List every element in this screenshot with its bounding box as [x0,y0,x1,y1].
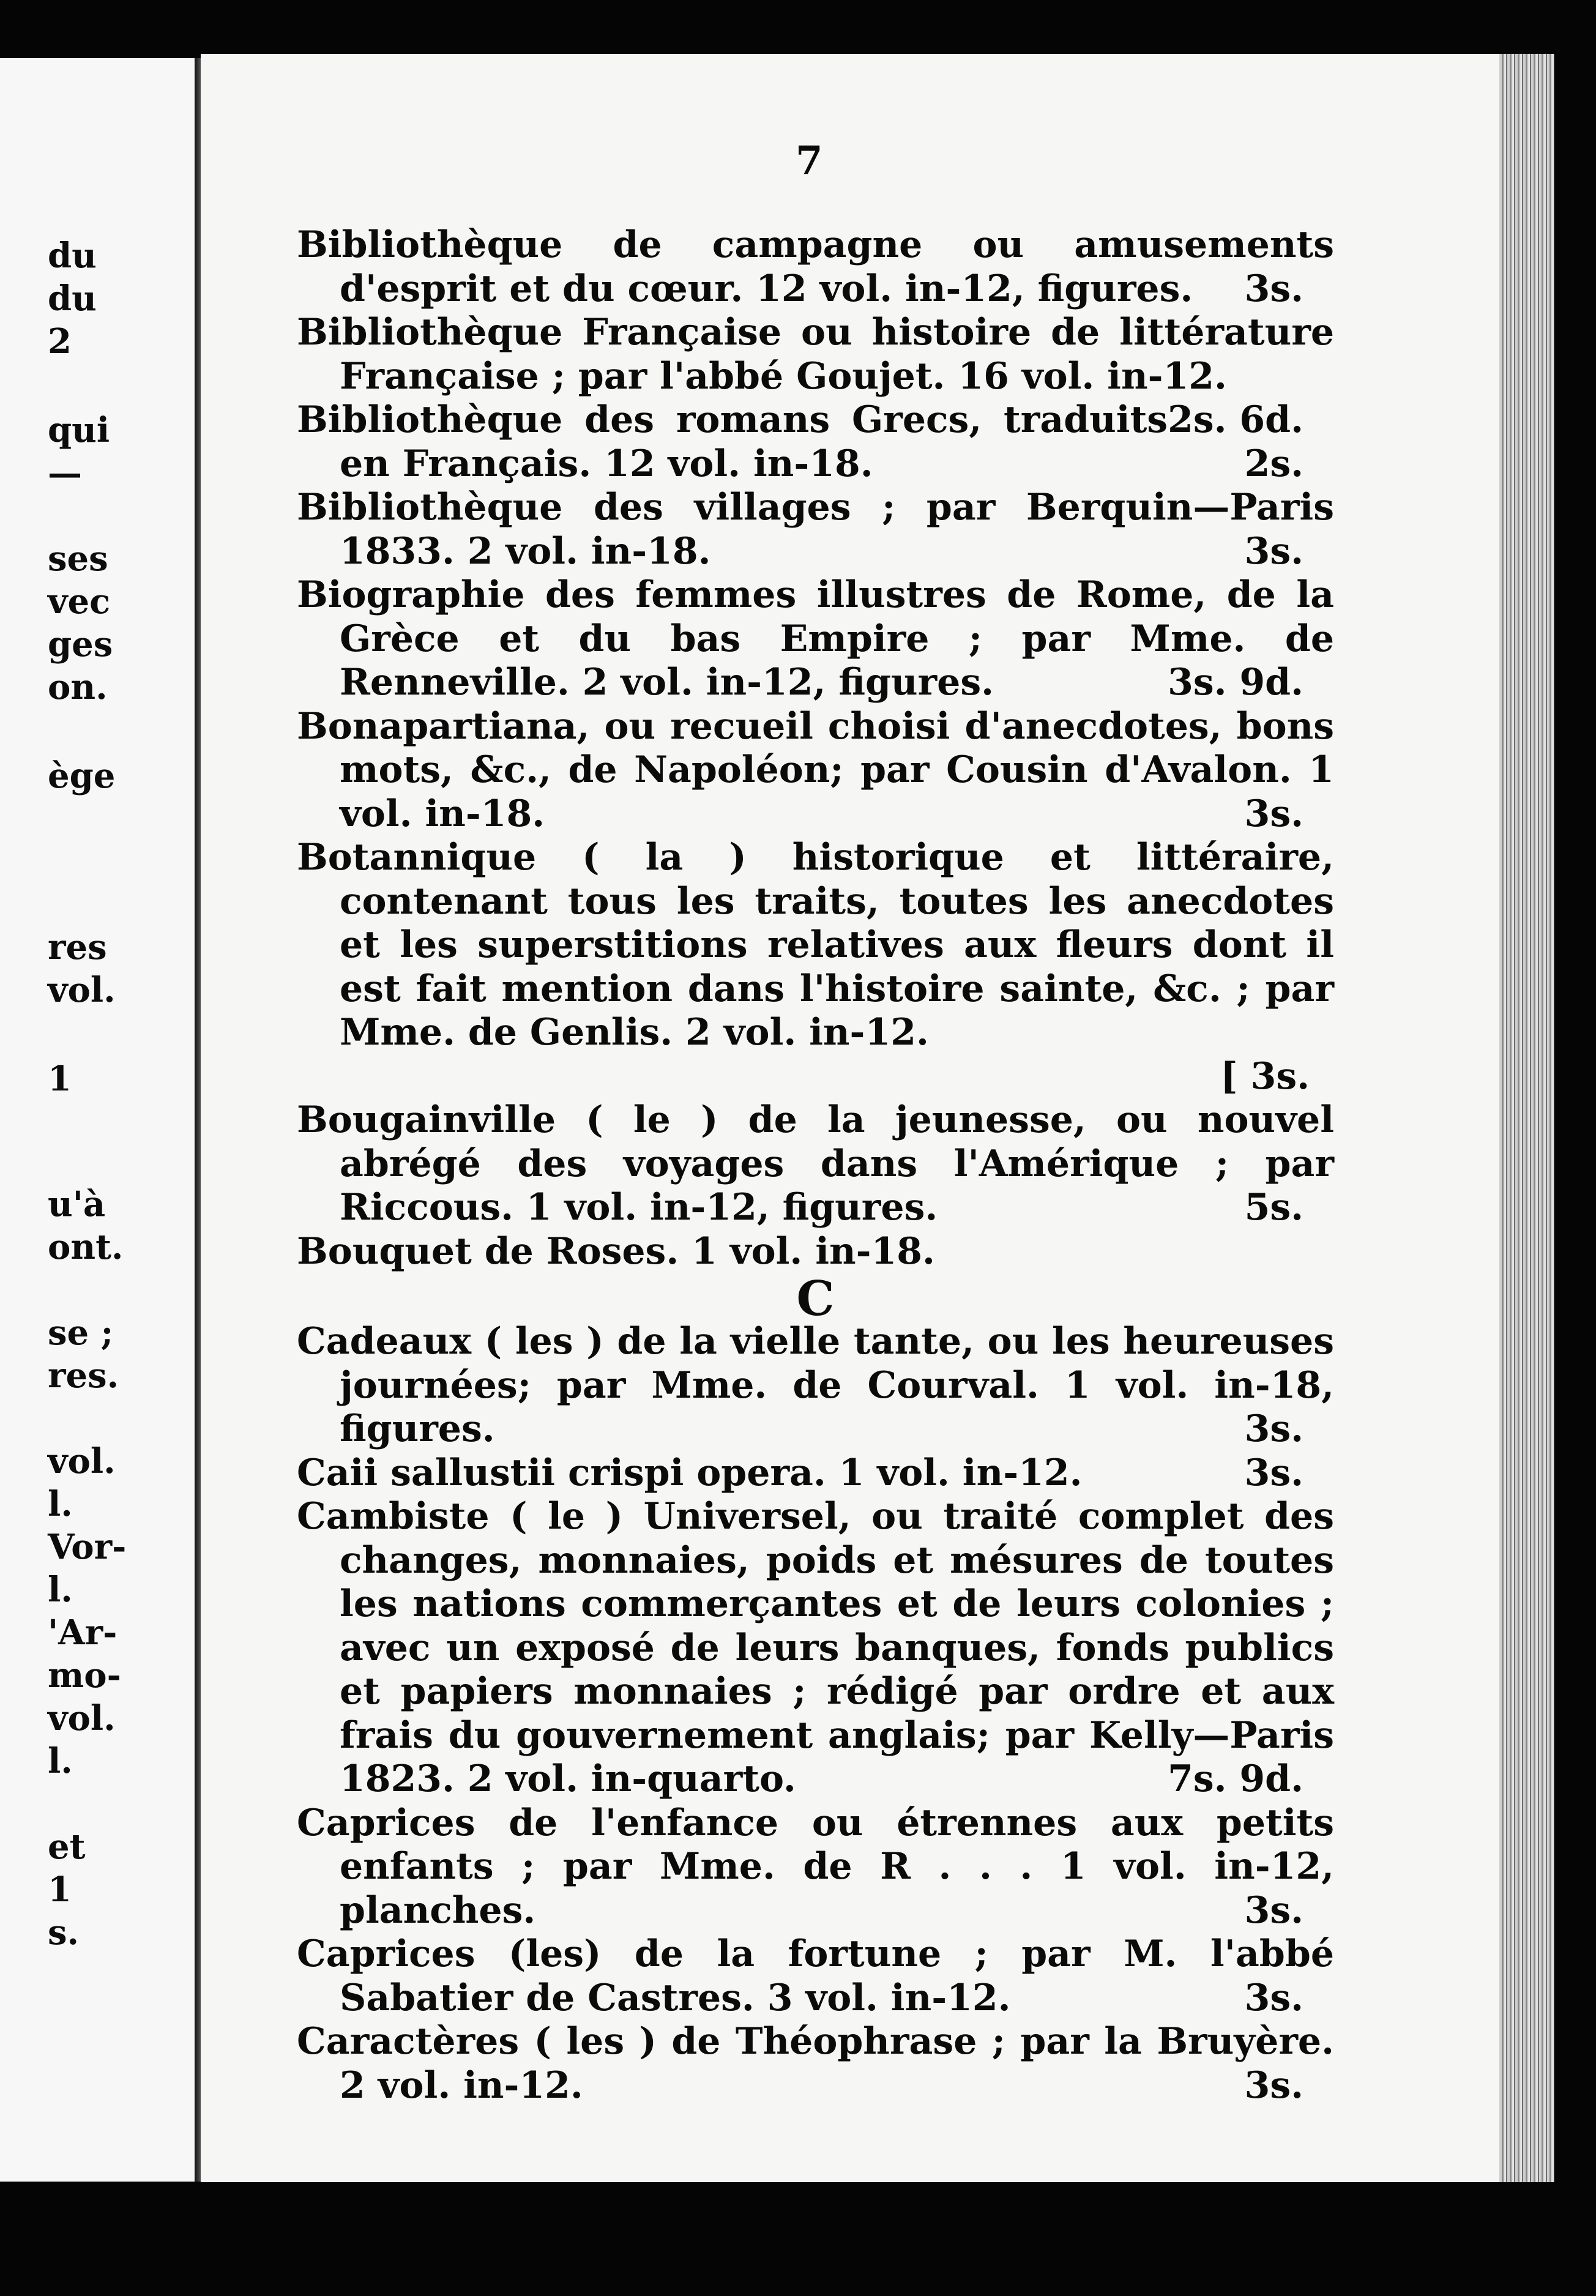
entry-price: 3s. 9d. [1168,661,1303,704]
book-gutter [195,58,201,2182]
entry-price: 3s. [1244,1976,1303,2019]
fragment: vol. [48,1441,116,1482]
entry-text: Bonapartiana, ou recueil choisi d'anecdotes, bons mots, &c., de Napoléon; par Cousin d'Avalon. 1 vol. in-18. [297,704,1334,835]
entry-text: Bibliothèque de campagne ou amusements d'esprit et du cœur. 12 vol. in-12, figures. [297,223,1334,310]
entry-price: 3s. [1244,792,1303,835]
entry-text: Bouquet de Roses. 1 vol. in-18. [297,1229,935,1273]
entry-price: 3s. [1244,1451,1303,1494]
catalogue-entry [297,1933,1334,2020]
catalogue-entry [297,311,1334,441]
fragment: vec [48,581,111,622]
entry-price: 3s. [1244,267,1303,310]
catalogue-entry [297,1320,1334,1452]
fragment: on. [48,667,108,707]
entry-price-line [297,1055,1334,1099]
fragment: ses [48,539,108,579]
fragment: ège [48,756,116,796]
fragment: 'Ar- [48,1612,117,1653]
catalogue-entry [297,836,1334,1055]
entry-text: Cambiste ( le ) Universel, ou traité complet des changes, monnaies, poids et mésures de toutes les nations commerçantes et de leurs colonies ; avec un exposé de leurs banques, fonds publics et papiers monnaies ; rédigé par ordre et aux frais du gouvernement anglais; par Kelly—Paris 1823. 2 vol. in-quarto. [297,1495,1334,1800]
fragment: Vor- [48,1527,127,1567]
catalogue-entry [297,705,1334,837]
entry-text: Caprices (les) de la fortune ; par M. l'abbé Sabatier de Castres. 3 vol. in-12. [297,1933,1334,2019]
fragment: ont. [48,1227,124,1267]
entry-text: Bibliothèque des villages ; par Berquin—Paris 1833. 2 vol. in-18. [297,486,1334,573]
entry-price: [ 3s. [1220,1054,1310,1098]
entry-price: 3s. [1244,529,1303,573]
catalogue-entry [297,2020,1334,2108]
fragment: res [48,927,107,967]
entry-text: Bibliothèque des romans Grecs, traduits en Français. 12 vol. in-18. [297,398,1168,485]
catalogue-entry [297,1495,1334,1802]
entry-price: 2s. [1244,442,1303,485]
fragment: du [48,236,97,276]
fragment: et [48,1827,86,1867]
facing-page-fragments [0,58,195,2182]
catalogue-entry [297,1098,1334,1230]
section-letter: C [796,1271,835,1327]
facing-page-left [0,58,198,2182]
entry-text: Caii sallustii crispi opera. 1 vol. in-12. [297,1451,1083,1494]
entry-price: 2s. 6d. [1168,398,1303,441]
entry-price: 3s. [1244,1407,1303,1450]
entry-price: 3s. [1244,2063,1303,2107]
entry-price: 7s. 9d. [1168,1757,1303,1800]
fragment: l. [48,1741,73,1781]
entry-text: Biographie des femmes illustres de Rome, de la Grèce et du bas Empire ; par Mme. de Renneville. 2 vol. in-12, figures. [297,573,1334,704]
catalogue-entry [297,1802,1334,1933]
entry-price: 5s. [1244,1186,1303,1229]
fragment: 1 [48,1059,72,1099]
page-number: 7 [796,138,823,184]
fragment: mo- [48,1655,121,1696]
entry-text: Cadeaux ( les ) de la vielle tante, ou les heureuses journées; par Mme. de Courval. 1 vol. in-18, figures. [297,1320,1334,1450]
entry-text: Caractères ( les ) de Théophrase ; par la Bruyère. 2 vol. in-12. [297,2020,1334,2107]
fragment: qui [48,410,110,450]
fragment: ges [48,624,113,665]
fragment: l. [48,1570,73,1610]
fragment: res. [48,1355,119,1396]
entry-text: Botannique ( la ) historique et littéraire, contenant tous les traits, toutes les anecdotes et les superstitions relatives aux fleurs dont il est fait mention dans l'histoire sainte, &c. ; par Mme. de Genlis. 2 vol. in-12. [297,836,1334,1054]
fragment: se ; [48,1313,114,1353]
fragment: vol. [48,970,116,1010]
fragment: — [48,453,82,493]
catalogue-entry [297,223,1334,311]
entry-text: Caprices de l'enfance ou étrennes aux petits enfants ; par Mme. de R . . . 1 vol. in-12, planches. [297,1801,1334,1932]
fragment: 2 [48,321,72,362]
fragment: vol. [48,1698,116,1739]
page-edge [1499,54,1554,2182]
fragment: du [48,278,97,319]
entry-text: Bougainville ( le ) de la jeunesse, ou nouvel abrégé des voyages dans l'Amérique ; par Riccous. 1 vol. in-12, figures. [297,1098,1334,1229]
entry-text: Bibliothèque Française ou histoire de littérature Française ; par l'abbé Goujet. 16 vol. in-12. [297,311,1334,398]
catalogue-entries [297,223,1334,2108]
fragment: l. [48,1484,73,1524]
catalogue-entry [297,486,1334,573]
fragment: s. [48,1912,80,1953]
fragment: 1 [48,1869,72,1910]
catalogue-entry [297,1230,1334,1274]
entry-price: 3s. [1244,1888,1303,1932]
catalogue-entry [297,1452,1334,1496]
fragment: u'à [48,1184,106,1224]
catalogue-entry [297,573,1334,705]
